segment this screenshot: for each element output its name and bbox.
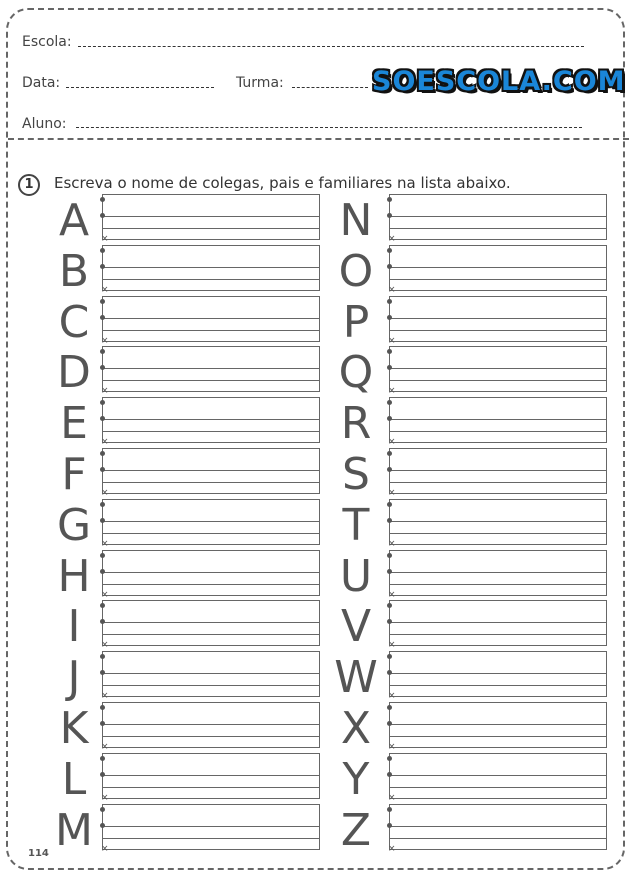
start-dot (387, 349, 392, 354)
letter-t: T (342, 500, 370, 551)
exercise-instruction: Escreva o nome de colegas, pais e familiares na lista abaixo. (54, 174, 511, 192)
writing-line (390, 431, 606, 432)
start-dot (100, 451, 105, 456)
letter-q: Q (338, 347, 374, 398)
x-mark: × (101, 691, 109, 701)
start-dot (100, 400, 105, 405)
x-mark: × (388, 793, 396, 803)
start-dot (100, 569, 105, 574)
start-dot (100, 619, 105, 624)
start-dot (100, 416, 105, 421)
start-dot (100, 705, 105, 710)
x-mark: × (388, 844, 396, 854)
start-dot (387, 451, 392, 456)
letter-p: P (342, 297, 370, 348)
letter-w: W (334, 652, 378, 703)
x-mark: × (101, 437, 109, 447)
start-dot (387, 619, 392, 624)
x-mark: × (101, 488, 109, 498)
x-mark: × (388, 539, 396, 549)
writing-line (390, 521, 606, 522)
writing-line (390, 685, 606, 686)
writing-line (103, 267, 319, 268)
writing-line (103, 368, 319, 369)
student-field[interactable] (76, 127, 582, 128)
start-dot (387, 823, 392, 828)
writing-line (390, 724, 606, 725)
name-box-i[interactable] (101, 600, 320, 650)
name-box-s[interactable] (388, 448, 607, 498)
name-box-y[interactable] (388, 753, 607, 803)
start-dot (387, 807, 392, 812)
writing-line (103, 673, 319, 674)
writing-line (103, 318, 319, 319)
writing-line (390, 267, 606, 268)
writing-line (103, 775, 319, 776)
letter-o: O (338, 246, 374, 297)
start-dot (387, 603, 392, 608)
writing-line (103, 572, 319, 573)
start-dot (100, 467, 105, 472)
start-dot (387, 467, 392, 472)
name-box-q[interactable] (388, 346, 607, 396)
name-box-w[interactable] (388, 651, 607, 701)
writing-line (390, 622, 606, 623)
writing-line (103, 787, 319, 788)
writing-line (390, 368, 606, 369)
name-box-e[interactable] (101, 397, 320, 447)
letter-n: N (339, 195, 373, 246)
x-mark: × (388, 285, 396, 295)
writing-line (390, 634, 606, 635)
start-dot (387, 553, 392, 558)
writing-line (390, 318, 606, 319)
name-box-d[interactable] (101, 346, 320, 396)
letter-r: R (340, 398, 372, 449)
start-dot (100, 823, 105, 828)
start-dot (387, 416, 392, 421)
x-mark: × (388, 437, 396, 447)
letter-u: U (339, 551, 373, 602)
x-mark: × (388, 386, 396, 396)
writing-line (103, 279, 319, 280)
writing-line (103, 431, 319, 432)
start-dot (387, 315, 392, 320)
name-box-k[interactable] (101, 702, 320, 752)
start-dot (387, 569, 392, 574)
writing-line (103, 330, 319, 331)
writing-line (103, 736, 319, 737)
writing-line (103, 634, 319, 635)
writing-line (390, 787, 606, 788)
writing-line (103, 724, 319, 725)
start-dot (387, 705, 392, 710)
letter-x: X (340, 703, 372, 754)
start-dot (387, 756, 392, 761)
letter-m: M (55, 805, 93, 856)
x-mark: × (101, 844, 109, 854)
start-dot (100, 213, 105, 218)
writing-line (103, 838, 319, 839)
exercise-number: 1 (18, 174, 40, 196)
letter-z: Z (340, 805, 372, 856)
letter-g: G (56, 500, 92, 551)
start-dot (100, 299, 105, 304)
letter-c: C (58, 297, 90, 348)
x-mark: × (101, 386, 109, 396)
writing-line (103, 533, 319, 534)
writing-line (390, 826, 606, 827)
name-box-h[interactable] (101, 550, 320, 600)
start-dot (387, 502, 392, 507)
name-box-o[interactable] (388, 245, 607, 295)
start-dot (387, 248, 392, 253)
start-dot (387, 264, 392, 269)
start-dot (100, 349, 105, 354)
letter-a: A (58, 195, 90, 246)
start-dot (387, 670, 392, 675)
writing-line (103, 622, 319, 623)
letter-s: S (342, 449, 370, 500)
writing-line (390, 330, 606, 331)
x-mark: × (101, 336, 109, 346)
start-dot (100, 248, 105, 253)
x-mark: × (388, 590, 396, 600)
start-dot (100, 654, 105, 659)
name-box-m[interactable] (101, 804, 320, 854)
name-box-b[interactable] (101, 245, 320, 295)
writing-line (390, 216, 606, 217)
name-box-f[interactable] (101, 448, 320, 498)
writing-line (103, 826, 319, 827)
student-label: Aluno: (22, 116, 67, 132)
name-box-u[interactable] (388, 550, 607, 600)
writing-line (390, 533, 606, 534)
name-box-t[interactable] (388, 499, 607, 549)
start-dot (100, 721, 105, 726)
name-box-j[interactable] (101, 651, 320, 701)
page-number: 114 (28, 848, 49, 859)
writing-line (390, 673, 606, 674)
date-field[interactable] (66, 87, 214, 88)
writing-line (103, 584, 319, 585)
start-dot (100, 365, 105, 370)
x-mark: × (388, 742, 396, 752)
start-dot (100, 553, 105, 558)
letter-l: L (61, 754, 87, 805)
start-dot (387, 299, 392, 304)
start-dot (387, 197, 392, 202)
x-mark: × (388, 336, 396, 346)
writing-line (103, 685, 319, 686)
writing-line (103, 228, 319, 229)
writing-line (390, 775, 606, 776)
start-dot (100, 772, 105, 777)
name-box-z[interactable] (388, 804, 607, 854)
start-dot (387, 721, 392, 726)
letter-f: F (61, 449, 87, 500)
x-mark: × (101, 742, 109, 752)
x-mark: × (388, 234, 396, 244)
date-label: Data: (22, 75, 61, 91)
letter-v: V (340, 601, 372, 652)
letter-k: K (59, 703, 89, 754)
x-mark: × (388, 640, 396, 650)
start-dot (100, 756, 105, 761)
school-label: Escola: (22, 34, 72, 50)
name-box-l[interactable] (101, 753, 320, 803)
x-mark: × (101, 793, 109, 803)
start-dot (100, 670, 105, 675)
writing-line (103, 216, 319, 217)
letter-d: D (57, 347, 91, 398)
class-field[interactable] (292, 87, 368, 88)
writing-line (103, 419, 319, 420)
start-dot (100, 264, 105, 269)
x-mark: × (101, 590, 109, 600)
writing-line (103, 521, 319, 522)
writing-line (390, 584, 606, 585)
writing-line (390, 380, 606, 381)
letter-e: E (60, 398, 88, 449)
writing-line (103, 380, 319, 381)
school-field[interactable] (78, 46, 584, 47)
name-box-g[interactable] (101, 499, 320, 549)
name-box-n[interactable] (388, 194, 607, 244)
x-mark: × (388, 691, 396, 701)
writing-line (390, 736, 606, 737)
writing-line (390, 572, 606, 573)
class-label: Turma: (236, 75, 284, 91)
start-dot (387, 654, 392, 659)
start-dot (100, 518, 105, 523)
x-mark: × (101, 539, 109, 549)
start-dot (387, 772, 392, 777)
start-dot (387, 400, 392, 405)
letter-j: J (67, 652, 81, 703)
start-dot (100, 315, 105, 320)
name-box-v[interactable] (388, 600, 607, 650)
start-dot (100, 807, 105, 812)
letter-i: I (67, 601, 81, 652)
writing-line (103, 482, 319, 483)
name-box-r[interactable] (388, 397, 607, 447)
start-dot (100, 502, 105, 507)
section-divider (8, 138, 629, 140)
writing-line (390, 838, 606, 839)
site-logo: SOESCOLA.COM (372, 66, 626, 97)
x-mark: × (101, 640, 109, 650)
name-box-c[interactable] (101, 296, 320, 346)
x-mark: × (388, 488, 396, 498)
writing-line (390, 279, 606, 280)
writing-line (103, 470, 319, 471)
x-mark: × (101, 234, 109, 244)
start-dot (100, 197, 105, 202)
start-dot (387, 213, 392, 218)
name-box-a[interactable] (101, 194, 320, 244)
name-box-p[interactable] (388, 296, 607, 346)
writing-line (390, 228, 606, 229)
letter-b: B (58, 246, 90, 297)
letter-y: Y (342, 754, 370, 805)
name-box-x[interactable] (388, 702, 607, 752)
letter-h: H (57, 551, 91, 602)
writing-line (390, 470, 606, 471)
start-dot (100, 603, 105, 608)
writing-line (390, 482, 606, 483)
start-dot (387, 365, 392, 370)
start-dot (387, 518, 392, 523)
writing-line (390, 419, 606, 420)
x-mark: × (101, 285, 109, 295)
